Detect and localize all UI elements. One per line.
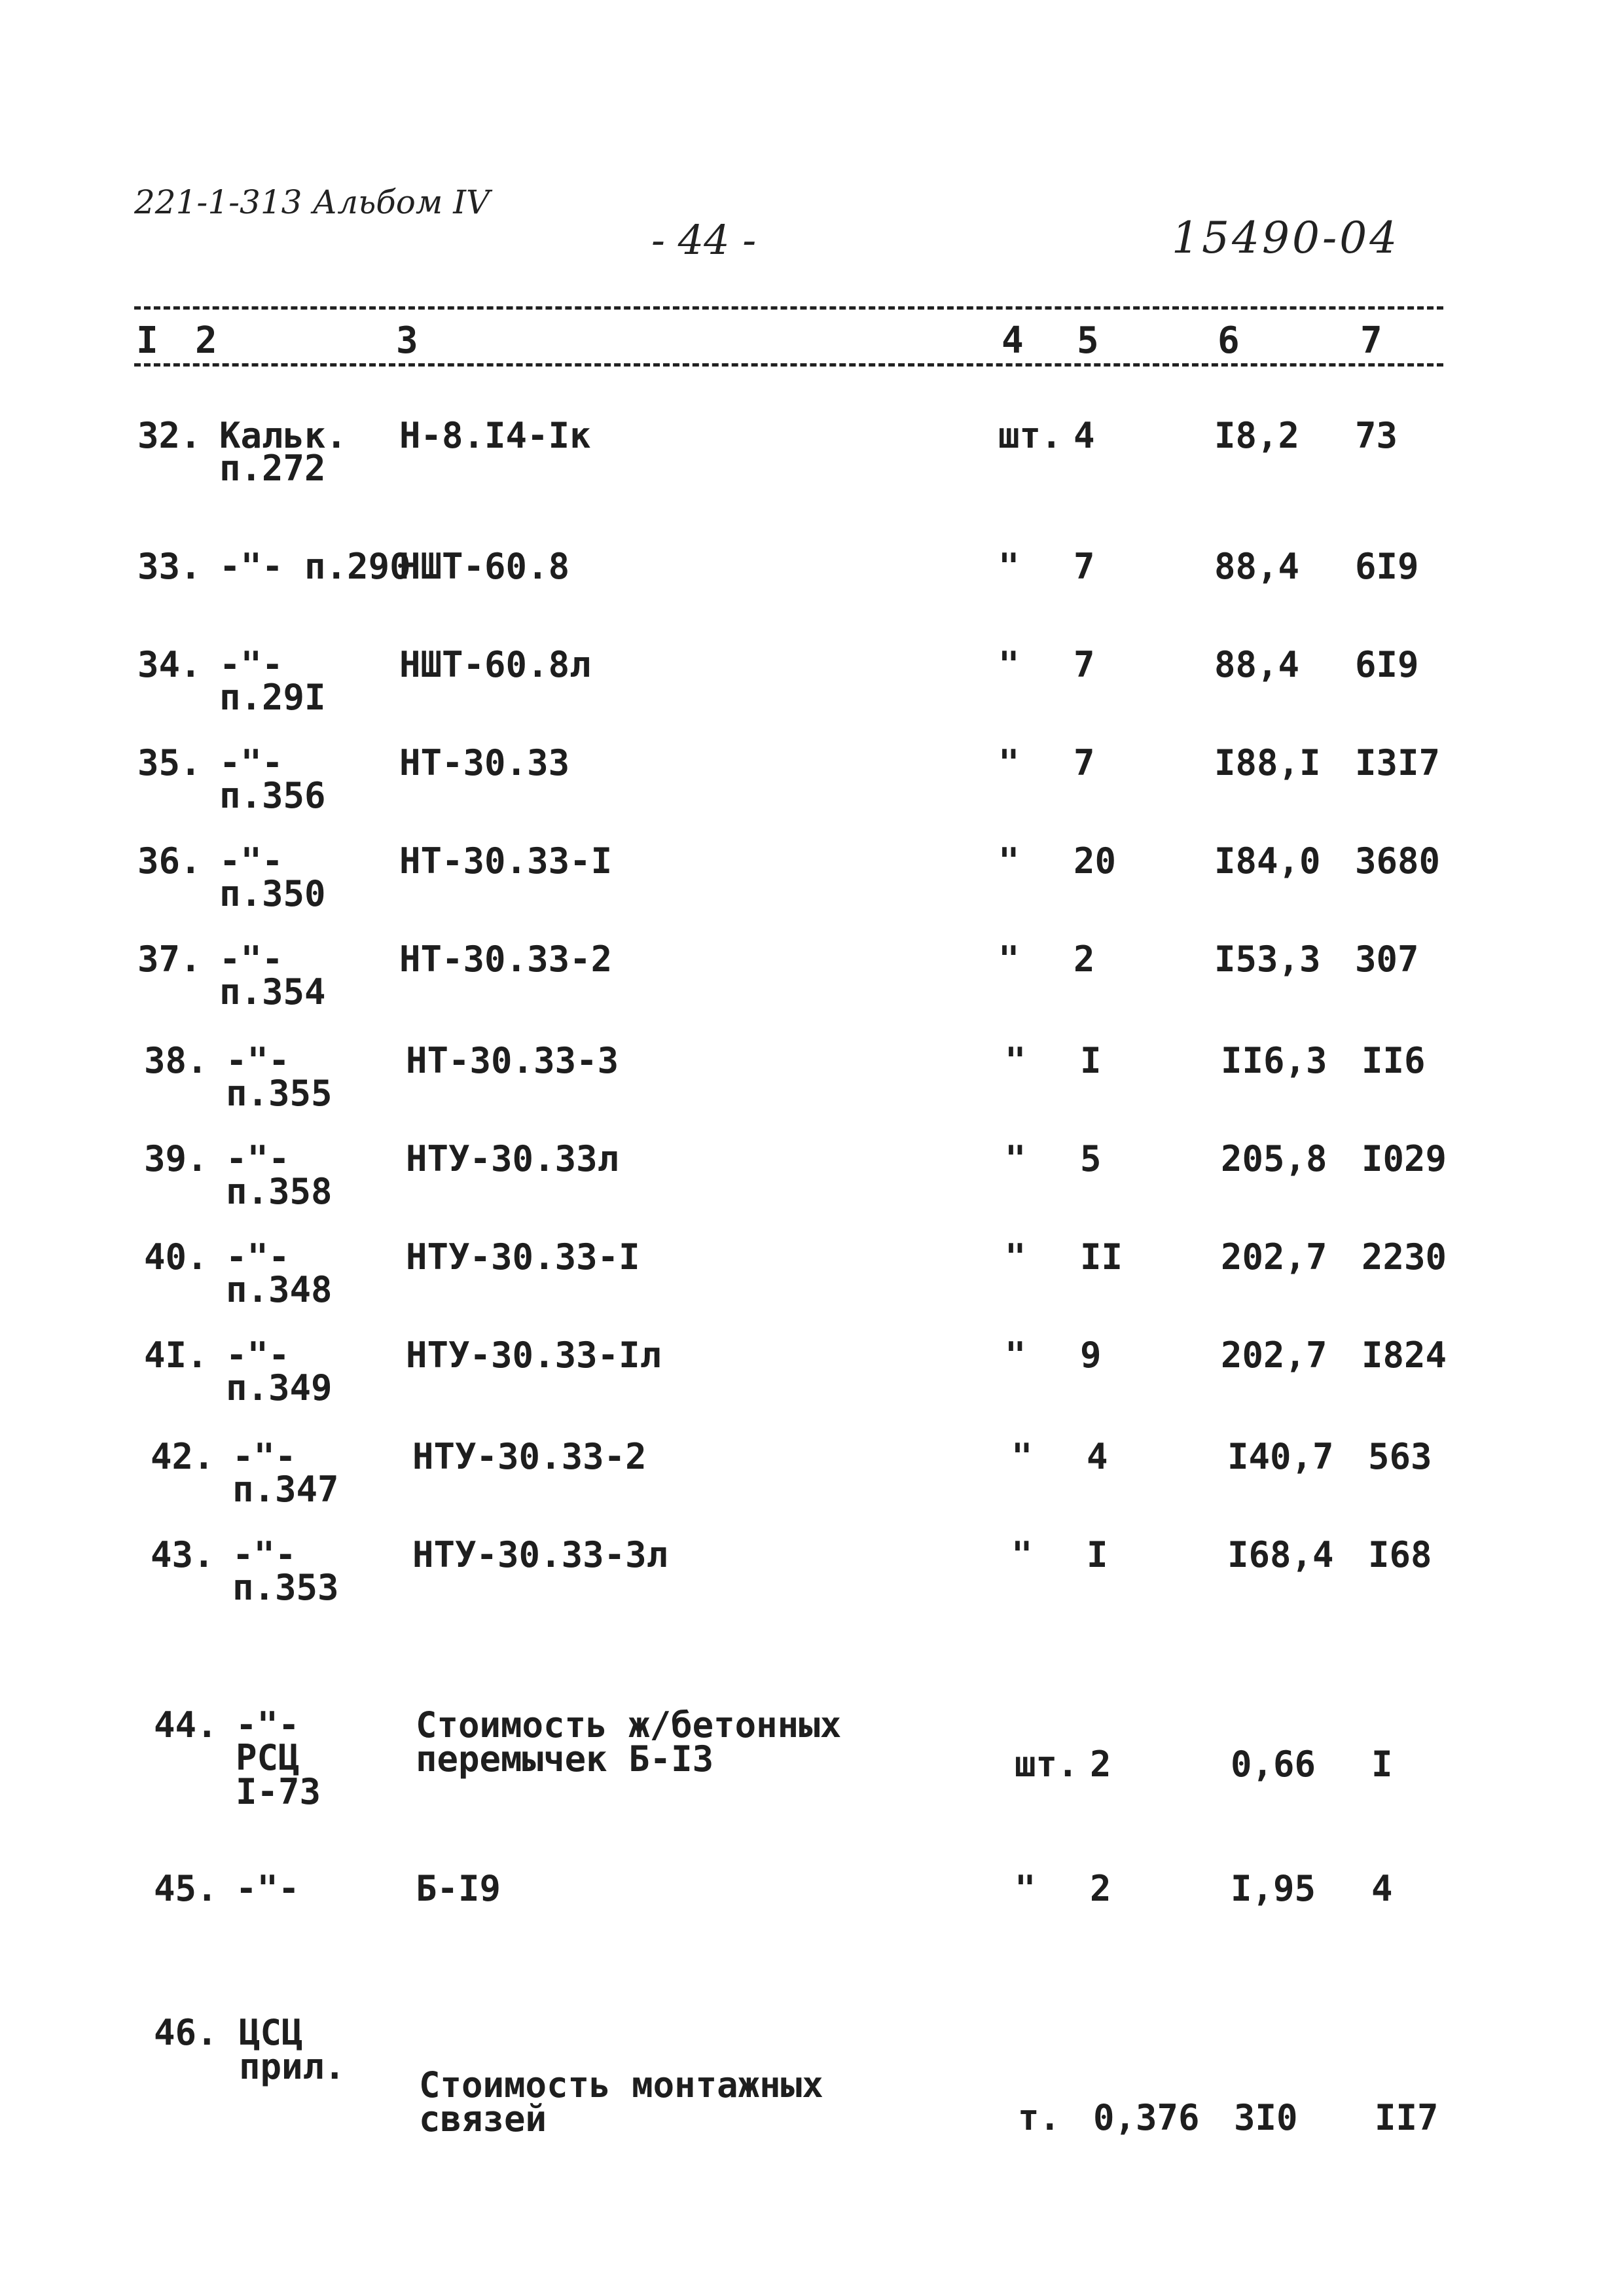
source-reference: -"- [219, 742, 283, 783]
page-number: - 44 - [651, 216, 757, 264]
source-reference: -"- п.290 [219, 546, 411, 587]
source-reference: -"- [236, 1868, 300, 1909]
source-reference: -"- [226, 1335, 290, 1376]
source-reference-line2: п.354 [219, 971, 326, 1013]
quantity: 7 [1074, 644, 1095, 685]
quantity: 7 [1074, 742, 1095, 783]
total-cost: II6 [1362, 1040, 1426, 1081]
unit-price: I88,I [1214, 742, 1321, 783]
quantity: 5 [1080, 1138, 1102, 1179]
unit: " [1005, 1236, 1026, 1278]
quantity: 9 [1080, 1335, 1102, 1376]
column-number-1: I [136, 319, 158, 362]
source-reference: -"- [226, 1236, 290, 1278]
unit: т. [1018, 2097, 1061, 2138]
source-reference-line2: п.358 [226, 1171, 333, 1212]
item-name: НТ-30.33 [399, 742, 570, 783]
unit-price: 202,7 [1221, 1335, 1327, 1376]
row-number: 38. [144, 1040, 208, 1081]
unit: " [998, 939, 1020, 980]
row-number: 34. [137, 644, 202, 685]
quantity: 2 [1090, 1868, 1111, 1909]
source-reference-line2: п.348 [226, 1269, 333, 1310]
quantity: 2 [1090, 1744, 1111, 1785]
source-reference-line2: РСЦ I-73 [236, 1737, 321, 1812]
unit-price: 3I0 [1234, 2097, 1298, 2138]
unit-price: I68,4 [1227, 1534, 1334, 1575]
total-cost: 563 [1368, 1436, 1432, 1477]
item-name: Н-8.I4-Iк [399, 415, 591, 456]
row-number: 35. [137, 742, 202, 783]
row-number: 36. [137, 840, 202, 882]
row-number: 42. [151, 1436, 215, 1477]
source-reference-line2: п.29I [219, 677, 326, 718]
row-number: 44. [154, 1704, 218, 1746]
column-number-6: 6 [1218, 319, 1240, 362]
column-number-3: 3 [396, 319, 418, 362]
item-name: НТУ-30.33л [406, 1138, 619, 1179]
item-name: НТУ-30.33-3л [412, 1534, 668, 1575]
header-rule-bottom [134, 363, 1443, 367]
source-reference-line2: п.272 [219, 448, 326, 489]
total-cost: 73 [1355, 415, 1398, 456]
header-rule-top [134, 306, 1443, 310]
source-reference: -"- [236, 1704, 300, 1746]
quantity: 4 [1087, 1436, 1108, 1477]
quantity: 0,376 [1093, 2097, 1200, 2138]
item-name: Б-I9 [416, 1868, 501, 1909]
unit: " [1015, 1868, 1036, 1909]
total-cost: 6I9 [1355, 644, 1419, 685]
source-reference: Кальк. [219, 415, 348, 456]
source-reference-line2: п.350 [219, 873, 326, 914]
source-reference: ЦСЦ [239, 2012, 303, 2053]
quantity: I [1080, 1040, 1102, 1081]
unit-price: 202,7 [1221, 1236, 1327, 1278]
total-cost: 6I9 [1355, 546, 1419, 587]
row-number: 37. [137, 939, 202, 980]
unit: " [998, 546, 1020, 587]
total-cost: II7 [1375, 2097, 1439, 2138]
item-name: НШТ-60.8 [399, 546, 570, 587]
total-cost: 307 [1355, 939, 1419, 980]
source-reference-line2: п.347 [232, 1469, 339, 1510]
unit: шт. [998, 415, 1062, 456]
unit: " [1011, 1534, 1033, 1575]
total-cost: 4 [1371, 1868, 1393, 1909]
unit-price: I8,2 [1214, 415, 1300, 456]
unit: " [998, 644, 1020, 685]
unit-price: 88,4 [1214, 546, 1300, 587]
item-name: НТ-30.33-2 [399, 939, 613, 980]
quantity: 20 [1074, 840, 1117, 882]
unit-price: 88,4 [1214, 644, 1300, 685]
quantity: II [1080, 1236, 1123, 1278]
row-number: 32. [137, 415, 202, 456]
handwritten-reference: 221-1-313 Альбом IV [134, 183, 490, 221]
total-cost: I68 [1368, 1534, 1432, 1575]
item-name: НТУ-30.33-Iл [406, 1335, 662, 1376]
item-name: НТУ-30.33-2 [412, 1436, 647, 1477]
total-cost: 3680 [1355, 840, 1441, 882]
unit: шт. [1015, 1744, 1079, 1785]
unit-price: I40,7 [1227, 1436, 1334, 1477]
row-number: 4I. [144, 1335, 208, 1376]
column-number-2: 2 [195, 319, 217, 362]
source-reference-line2: п.349 [226, 1367, 333, 1408]
quantity: 2 [1074, 939, 1095, 980]
item-name: Стоимость монтажных связей [419, 2064, 823, 2140]
item-name: НШТ-60.8л [399, 644, 591, 685]
source-reference: -"- [226, 1138, 290, 1179]
source-reference: -"- [232, 1534, 297, 1575]
unit-price: II6,3 [1221, 1040, 1327, 1081]
unit: " [1005, 1040, 1026, 1081]
source-reference: -"- [232, 1436, 297, 1477]
total-cost: 2230 [1362, 1236, 1447, 1278]
unit-price: 0,66 [1231, 1744, 1316, 1785]
quantity: I [1087, 1534, 1108, 1575]
unit: " [998, 742, 1020, 783]
source-reference: -"- [226, 1040, 290, 1081]
source-reference-line2: п.356 [219, 775, 326, 816]
item-name: Стоимость ж/бетонных перемычек Б-I3 [416, 1704, 842, 1780]
unit-price: I84,0 [1214, 840, 1321, 882]
row-number: 40. [144, 1236, 208, 1278]
item-name: НТУ-30.33-I [406, 1236, 640, 1278]
source-reference-line2: п.355 [226, 1073, 333, 1114]
quantity: 4 [1074, 415, 1095, 456]
unit-price: 205,8 [1221, 1138, 1327, 1179]
quantity: 7 [1074, 546, 1095, 587]
row-number: 43. [151, 1534, 215, 1575]
source-reference: -"- [219, 840, 283, 882]
source-reference: -"- [219, 644, 283, 685]
column-number-7: 7 [1360, 319, 1382, 362]
row-number: 45. [154, 1868, 218, 1909]
total-cost: I029 [1362, 1138, 1447, 1179]
unit: " [998, 840, 1020, 882]
unit-price: I53,3 [1214, 939, 1321, 980]
total-cost: I3I7 [1355, 742, 1441, 783]
row-number: 33. [137, 546, 202, 587]
unit: " [1005, 1138, 1026, 1179]
column-number-5: 5 [1077, 319, 1099, 362]
source-reference-line2: прил. [239, 2046, 346, 2087]
total-cost: I824 [1362, 1335, 1447, 1376]
document-code: 15490-04 [1172, 213, 1400, 263]
column-number-4: 4 [1001, 319, 1024, 362]
item-name: НТ-30.33-I [399, 840, 613, 882]
unit: " [1005, 1335, 1026, 1376]
unit: " [1011, 1436, 1033, 1477]
item-name: НТ-30.33-3 [406, 1040, 619, 1081]
row-number: 39. [144, 1138, 208, 1179]
source-reference-line2: п.353 [232, 1567, 339, 1608]
source-reference: -"- [219, 939, 283, 980]
total-cost: I [1371, 1744, 1393, 1785]
row-number: 46. [154, 2012, 218, 2053]
unit-price: I,95 [1231, 1868, 1316, 1909]
